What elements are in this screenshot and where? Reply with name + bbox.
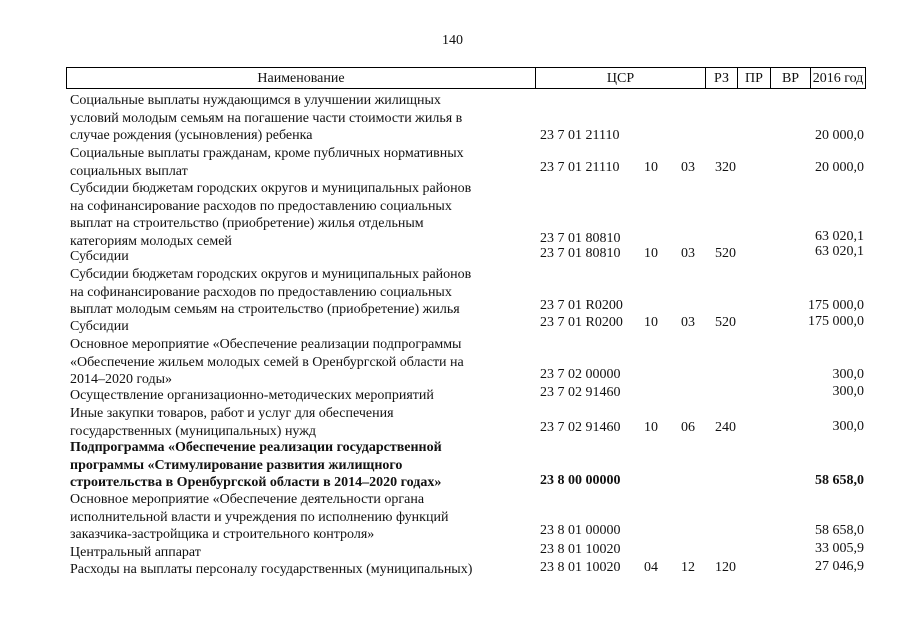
row-pr: 12 bbox=[681, 560, 695, 575]
row-amount: 27 046,9 bbox=[815, 559, 864, 574]
row-amount: 20 000,0 bbox=[815, 160, 864, 175]
row-pr: 03 bbox=[681, 246, 695, 261]
row-amount: 175 000,0 bbox=[808, 314, 864, 329]
row-csr: 23 7 01 21110 bbox=[540, 160, 620, 175]
page-number: 140 bbox=[442, 33, 463, 48]
row-pr: 03 bbox=[681, 160, 695, 175]
row-name: Субсидии bbox=[70, 249, 129, 264]
row-amount: 58 658,0 bbox=[815, 473, 864, 488]
row-csr: 23 7 01 80810 bbox=[540, 246, 621, 261]
row-rz: 10 bbox=[644, 246, 658, 261]
header-csr: ЦСР bbox=[535, 68, 705, 88]
row-name: Основное мероприятие «Обеспечение реализации подпрограммы «Обеспечение жильем молодых семей в Оренбургской области на 2014–2020 годы» bbox=[70, 337, 464, 387]
row-csr: 23 8 01 00000 bbox=[540, 523, 621, 538]
row-csr: 23 7 01 R0200 bbox=[540, 315, 623, 330]
row-name: Иные закупки товаров, работ и услуг для обеспечения государственных (муниципальных) нужд bbox=[70, 406, 394, 439]
row-vr: 520 bbox=[715, 246, 736, 261]
row-amount: 58 658,0 bbox=[815, 523, 864, 538]
row-name: Основное мероприятие «Обеспечение деятельности органа исполнительной власти и учреждения по исполнению функций заказчика-застройщика и строительного контроля» bbox=[70, 492, 449, 542]
row-csr: 23 8 00 00000 bbox=[540, 473, 621, 488]
row-vr: 240 bbox=[715, 420, 736, 435]
row-csr: 23 7 02 91460 bbox=[540, 385, 621, 400]
row-name: Субсидии bbox=[70, 319, 129, 334]
row-rz: 10 bbox=[644, 160, 658, 175]
row-amount: 63 020,1 bbox=[815, 229, 864, 244]
header-name: Наименование bbox=[257, 71, 345, 86]
row-csr: 23 7 01 R0200 bbox=[540, 298, 623, 313]
row-vr: 320 bbox=[715, 160, 736, 175]
row-csr: 23 7 01 21110 bbox=[540, 128, 620, 143]
row-name: Центральный аппарат bbox=[70, 545, 201, 560]
row-name: Субсидии бюджетам городских округов и муниципальных районов на софинансирование расходов по предоставлению социальных выплат на строительство (приобретение) жилья отдельным категориям молодых семей bbox=[70, 181, 472, 249]
row-name: Социальные выплаты гражданам, кроме публичных нормативных социальных выплат bbox=[70, 146, 464, 179]
row-csr: 23 8 01 10020 bbox=[540, 560, 621, 575]
row-amount: 63 020,1 bbox=[815, 244, 864, 259]
header-year: 2016 год bbox=[810, 68, 865, 88]
row-csr: 23 7 02 91460 bbox=[540, 420, 621, 435]
header-rz: РЗ bbox=[705, 68, 737, 88]
row-amount: 33 005,9 bbox=[815, 541, 864, 556]
row-csr: 23 7 02 00000 bbox=[540, 367, 621, 382]
row-name: Подпрограмма «Обеспечение реализации государственной программы «Стимулирование развития жилищного строительства в Оренбургской области в 2014–2020 годах» bbox=[70, 440, 442, 490]
row-name: Расходы на выплаты персоналу государственных (муниципальных) bbox=[70, 562, 473, 577]
row-csr: 23 8 01 10020 bbox=[540, 542, 621, 557]
row-rz: 10 bbox=[644, 420, 658, 435]
row-amount: 300,0 bbox=[832, 367, 864, 382]
row-name: Осуществление организационно-методических мероприятий bbox=[70, 388, 434, 403]
row-pr: 03 bbox=[681, 315, 695, 330]
header-vr: ВР bbox=[770, 68, 810, 88]
row-name: Социальные выплаты нуждающимся в улучшении жилищных условий молодым семьям на погашение части стоимости жилья в случае рождения (усыновления) ребенка bbox=[70, 93, 463, 143]
row-vr: 520 bbox=[715, 315, 736, 330]
row-amount: 300,0 bbox=[832, 419, 864, 434]
row-amount: 175 000,0 bbox=[808, 298, 864, 313]
row-name: Субсидии бюджетам городских округов и муниципальных районов на софинансирование расходов по предоставлению социальных выплат молодым семьям на строительство (приобретение) жилья bbox=[70, 267, 472, 317]
row-rz: 10 bbox=[644, 315, 658, 330]
row-amount: 300,0 bbox=[832, 384, 864, 399]
row-pr: 06 bbox=[681, 420, 695, 435]
row-vr: 120 bbox=[715, 560, 736, 575]
header-pr: ПР bbox=[737, 68, 770, 88]
row-csr: 23 7 01 80810 bbox=[540, 231, 621, 246]
row-amount: 20 000,0 bbox=[815, 128, 864, 143]
row-rz: 04 bbox=[644, 560, 658, 575]
